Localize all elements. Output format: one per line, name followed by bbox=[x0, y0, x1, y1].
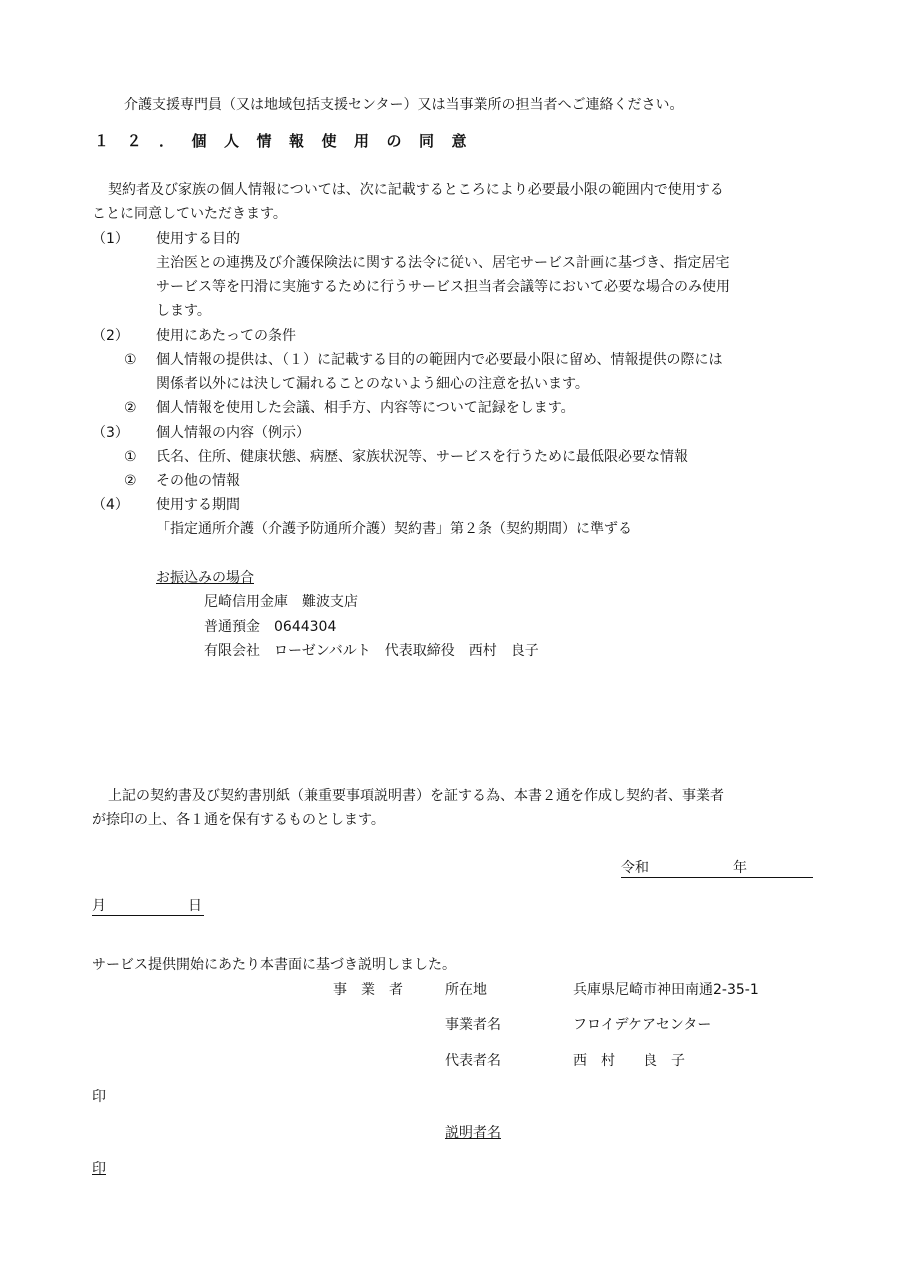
item-2-condition-1-line-1: 個人情報の提供は、（１）に記載する目的の範囲内で必要最小限に留め、情報提供の際には bbox=[156, 352, 723, 368]
seal-mark-1: 印 bbox=[92, 1089, 106, 1105]
provider-address-value: 兵庫県尼崎市神田南通2-35-1 bbox=[573, 982, 759, 998]
certification-line-1: 上記の契約書及び契約書別紙（兼重要事項説明書）を証する為、本書２通を作成し契約者、事業者 bbox=[108, 788, 724, 804]
item-3-content-2-mark: ② bbox=[124, 473, 137, 489]
date-underline-top bbox=[621, 877, 813, 878]
provider-name-value: フロイデケアセンター bbox=[573, 1017, 712, 1033]
item-2-condition-1-mark: ① bbox=[124, 352, 137, 368]
certification-line-2: が捺印の上、各１通を保有するものとします。 bbox=[92, 812, 385, 828]
bank-name: 尼崎信用金庫 難波支店 bbox=[204, 594, 358, 610]
bank-account-holder: 有限会社 ローゼンバルト 代表取締役 西村 良子 bbox=[204, 643, 539, 659]
item-2-condition-2: 個人情報を使用した会議、相手方、内容等について記録をします。 bbox=[156, 400, 575, 416]
item-2-condition-1-line-2: 関係者以外には決して漏れることのないよう細心の注意を払います。 bbox=[156, 376, 589, 392]
item-2-number: （2） bbox=[92, 328, 129, 344]
provider-role: 事業者 bbox=[333, 982, 417, 998]
item-4-title: 使用する期間 bbox=[156, 497, 240, 513]
item-3-content-1: 氏名、住所、健康状態、病歴、家族状況等、サービスを行うために最低限必要な情報 bbox=[156, 449, 688, 465]
date-month-label: 月 bbox=[92, 898, 106, 914]
item-4-body: 「指定通所介護（介護予防通所介護）契約書」第２条（契約期間）に準ずる bbox=[156, 521, 632, 537]
item-3-content-2: その他の情報 bbox=[156, 473, 240, 489]
item-1-title: 使用する目的 bbox=[156, 231, 240, 247]
bank-account: 普通預金 0644304 bbox=[204, 619, 337, 635]
item-3-title: 個人情報の内容（例示） bbox=[156, 425, 310, 441]
provider-name-label: 事業者名 bbox=[445, 1017, 501, 1033]
item-2-title: 使用にあたっての条件 bbox=[156, 328, 296, 344]
item-1-body-line-3: します。 bbox=[156, 303, 211, 319]
item-1-body-line-2: サービス等を円滑に実施するために行うサービス担当者会議等において必要な場合のみ使用 bbox=[156, 279, 730, 295]
intro-line: 介護支援専門員（又は地域包括支援センター）又は当事業所の担当者へご連絡ください。 bbox=[124, 97, 684, 113]
item-4-number: （4） bbox=[92, 497, 129, 513]
consent-text-line-2: ことに同意していただきます。 bbox=[92, 206, 287, 222]
explainer-name-label: 説明者名 bbox=[445, 1125, 501, 1141]
section-heading: １２．個人情報使用の同意 bbox=[94, 132, 485, 150]
date-year-label: 年 bbox=[733, 860, 747, 876]
provider-rep-value: 西 村 良 子 bbox=[573, 1053, 685, 1069]
explained-text: サービス提供開始にあたり本書面に基づき説明しました。 bbox=[92, 957, 456, 973]
date-underline-bottom bbox=[92, 915, 204, 916]
date-day-label: 日 bbox=[188, 898, 202, 914]
provider-address-label: 所在地 bbox=[445, 982, 487, 998]
item-2-condition-2-mark: ② bbox=[124, 400, 137, 416]
seal-mark-2: 印 bbox=[92, 1161, 106, 1177]
consent-text-line-1: 契約者及び家族の個人情報については、次に記載するところにより必要最小限の範囲内で使用する bbox=[108, 182, 724, 198]
item-1-number: （1） bbox=[92, 231, 129, 247]
provider-rep-label: 代表者名 bbox=[445, 1053, 501, 1069]
item-3-content-1-mark: ① bbox=[124, 449, 137, 465]
date-era: 令和 bbox=[621, 860, 649, 876]
bank-heading: お振込みの場合 bbox=[156, 570, 254, 586]
item-3-number: （3） bbox=[92, 425, 129, 441]
item-1-body-line-1: 主治医との連携及び介護保険法に関する法令に従い、居宅サービス計画に基づき、指定居宅 bbox=[156, 255, 730, 271]
